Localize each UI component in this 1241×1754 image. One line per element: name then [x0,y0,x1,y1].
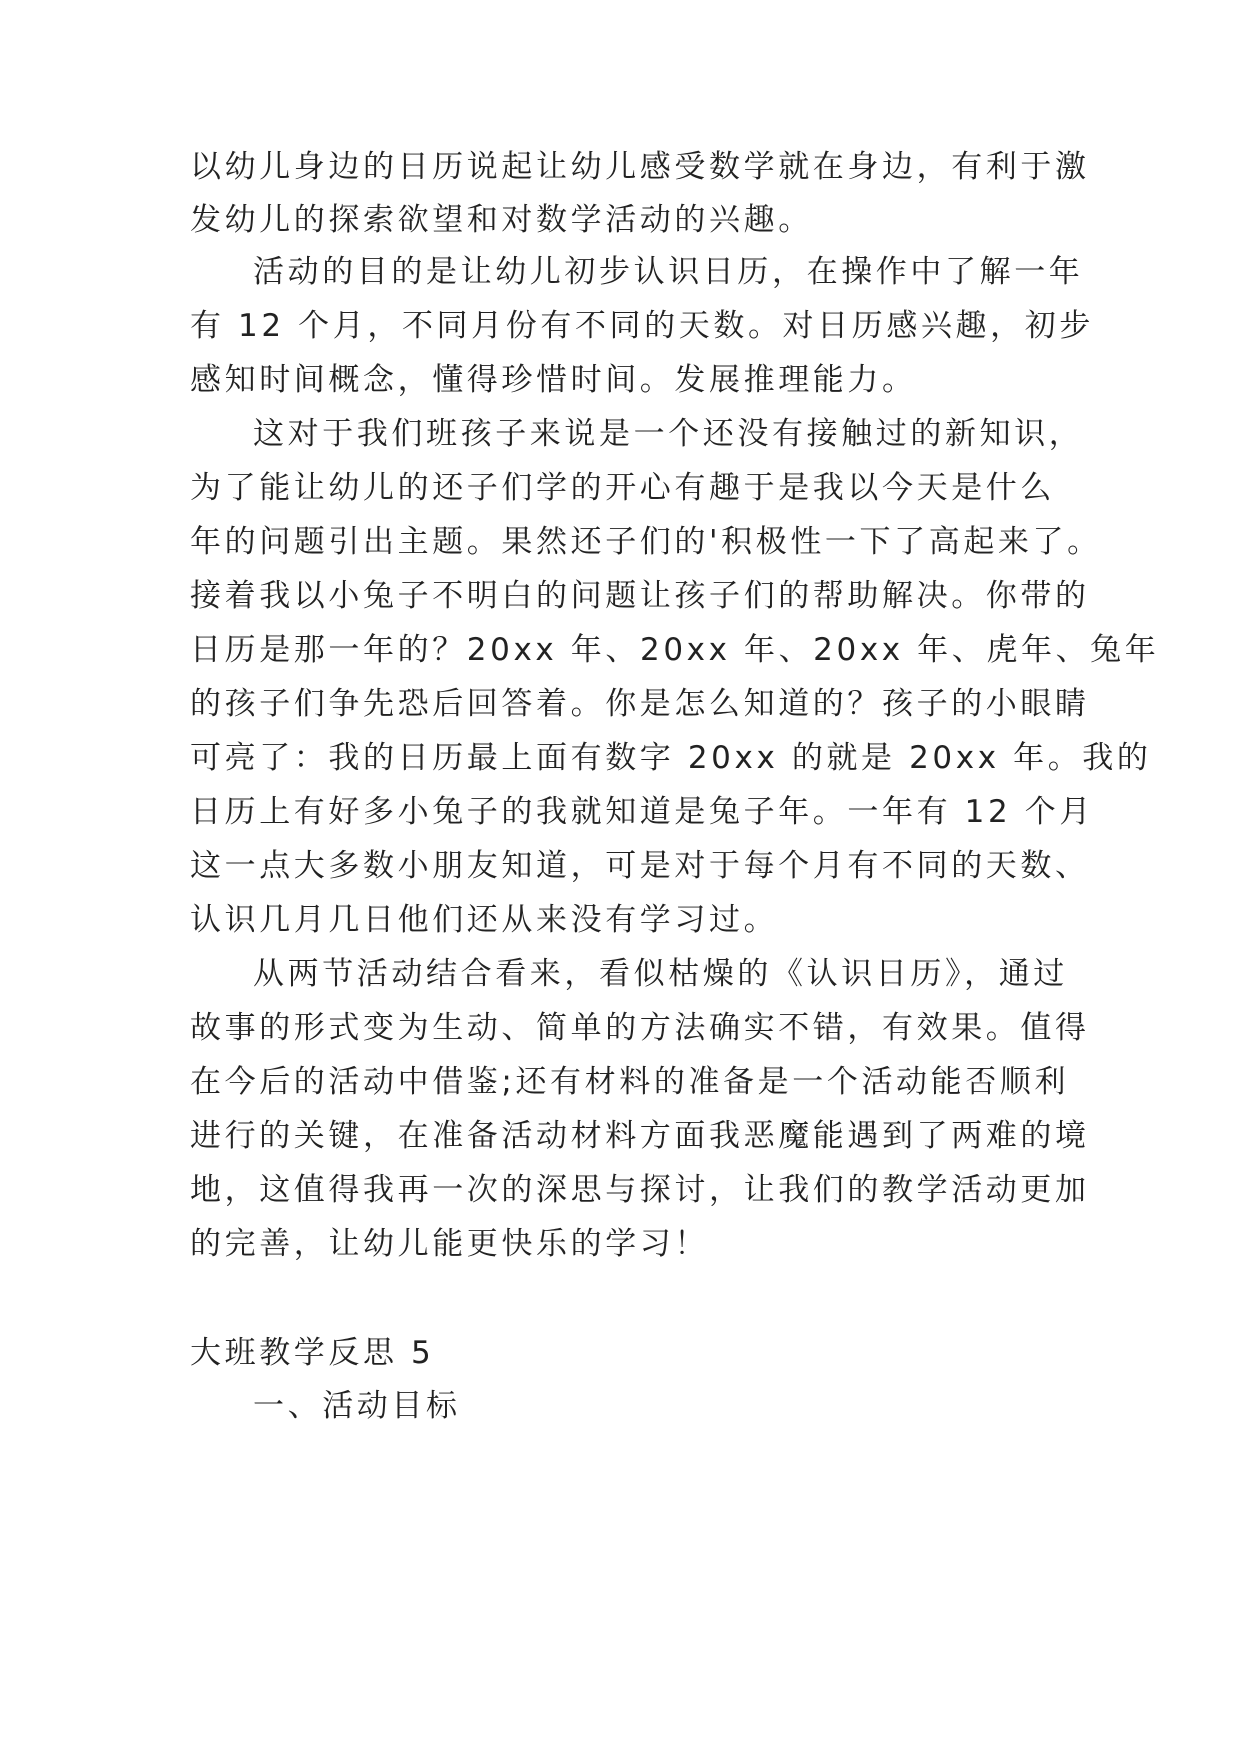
text-line: 日历是那一年的？20xx 年、20xx 年、20xx 年、虎年、兔年 [190,632,1160,668]
text-line: 故事的形式变为生动、简单的方法确实不错，有效果。值得 [190,1010,1090,1046]
text-line: 的完善，让幼儿能更快乐的学习！ [190,1226,709,1262]
text-line: 认识几月几日他们还从来没有学习过。 [190,902,779,938]
text-line: 在今后的活动中借鉴;还有材料的准备是一个活动能否顺利 [190,1064,1070,1100]
paragraph-start-line: 活动的目的是让幼儿初步认识日历，在操作中了解一年 [253,254,1084,290]
text-line: 地，这值得我再一次的深思与探讨，让我们的教学活动更加 [190,1172,1090,1208]
text-line: 发幼儿的探索欲望和对数学活动的兴趣。 [190,202,813,238]
text-line: 可亮了：我的日历最上面有数字 20xx 的就是 20xx 年。我的 [190,740,1152,776]
text-line: 以幼儿身边的日历说起让幼儿感受数学就在身边，有利于激 [190,149,1090,185]
text-line: 的孩子们争先恐后回答着。你是怎么知道的？孩子的小眼睛 [190,686,1090,722]
text-line: 日历上有好多小兔子的我就知道是兔子年。一年有 12 个月 [190,794,1094,830]
text-line: 接着我以小兔子不明白的问题让孩子们的帮助解决。你带的 [190,578,1090,614]
section-heading: 大班教学反思 5 [190,1335,435,1371]
paragraph-start-line: 从两节活动结合看来，看似枯燥的《认识日历》，通过 [253,956,1068,992]
text-line: 这一点大多数小朋友知道，可是对于每个月有不同的天数、 [190,848,1090,884]
subsection-heading: 一、活动目标 [253,1388,461,1424]
text-line: 有 12 个月，不同月份有不同的天数。对日历感兴趣，初步 [190,308,1094,344]
text-line: 年的问题引出主题。果然还子们的'积极性一下了高起来了。 [190,524,1102,560]
paragraph-start-line: 这对于我们班孩子来说是一个还没有接触过的新知识， [253,416,1084,452]
text-line: 感知时间概念，懂得珍惜时间。发展推理能力。 [190,362,917,398]
text-line: 进行的关键，在准备活动材料方面我恶魔能遇到了两难的境 [190,1118,1090,1154]
text-line: 为了能让幼儿的还子们学的开心有趣于是我以今天是什么 [190,470,1055,506]
